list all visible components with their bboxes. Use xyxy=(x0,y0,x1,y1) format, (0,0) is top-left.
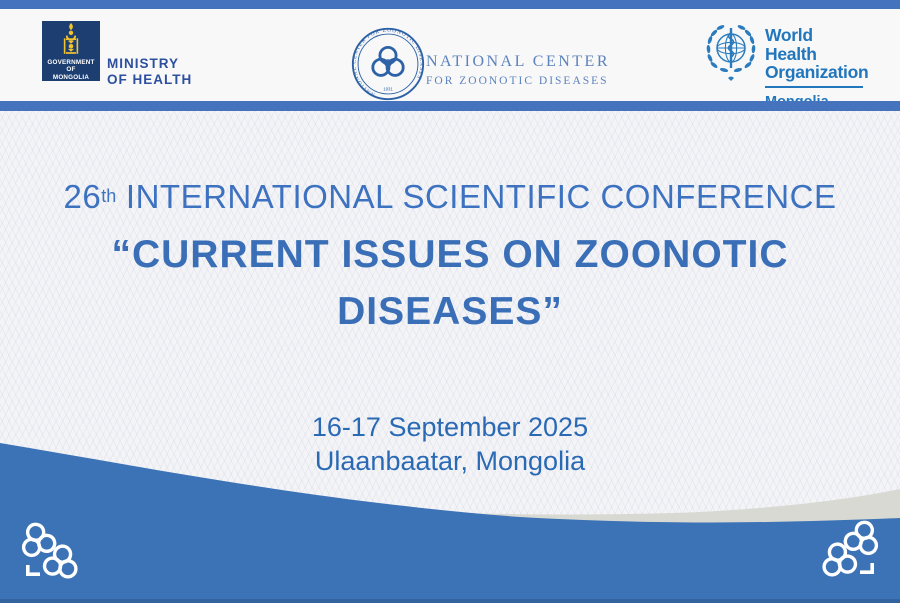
triquetra-ornament-right xyxy=(815,511,885,581)
bottom-edge-line xyxy=(0,599,900,603)
conference-title xyxy=(0,226,900,340)
nczd-name-line2: FOR ZOONOTIC DISEASES xyxy=(426,75,609,87)
triquetra-ornament-left xyxy=(15,513,85,583)
biohazard-trefoil-icon xyxy=(373,47,403,75)
moh-name-line1: MINISTRY xyxy=(107,56,179,71)
nczd-seal-ring-text: NATIONAL CENTER FOR ZOONOTIC DISEASES xyxy=(351,27,425,98)
who-divider-rule xyxy=(765,86,863,89)
moh-emblem-caption-line2: MONGOLIA xyxy=(52,73,90,81)
conference-location: Ulaanbaatar, Mongolia xyxy=(314,446,586,476)
conference-number-line xyxy=(0,178,900,216)
moh-name-line2: OF HEALTH xyxy=(107,72,193,87)
top-accent-bar xyxy=(0,0,900,9)
conference-date: 16-17 September 2025 xyxy=(311,412,589,442)
who-name-line2: Organization xyxy=(765,62,869,82)
wave-blue-band xyxy=(0,443,900,603)
moh-emblem-caption-line1: GOVERNMENT OF xyxy=(47,58,95,73)
ministry-of-health-wordmark xyxy=(107,56,192,88)
conference-number: 26 xyxy=(63,178,102,215)
conference-title-line1: “CURRENT ISSUES ON ZOONOTIC xyxy=(111,233,789,276)
header-logo-strip xyxy=(0,9,900,101)
who-name-line1: World Health xyxy=(765,25,817,64)
nczd-wordmark xyxy=(426,53,610,87)
corner-bracket-icon xyxy=(26,565,40,576)
header-divider-bar xyxy=(0,101,900,111)
conference-name: INTERNATIONAL SCIENTIFIC CONFERENCE xyxy=(116,178,837,215)
soyombo-icon xyxy=(61,23,81,58)
mongolia-government-emblem xyxy=(42,21,100,81)
conference-ordinal-suffix: th xyxy=(101,186,117,206)
who-wordmark xyxy=(765,25,869,110)
footer-wave xyxy=(0,440,900,603)
who-emblem-icon xyxy=(701,22,761,88)
conference-title-line2: DISEASES” xyxy=(337,290,563,333)
nczd-name-line1: NATIONAL CENTER xyxy=(426,53,610,70)
nczd-seal-year: 1931 xyxy=(383,86,393,92)
corner-bracket-icon xyxy=(860,563,874,574)
nczd-seal-icon xyxy=(350,26,426,102)
